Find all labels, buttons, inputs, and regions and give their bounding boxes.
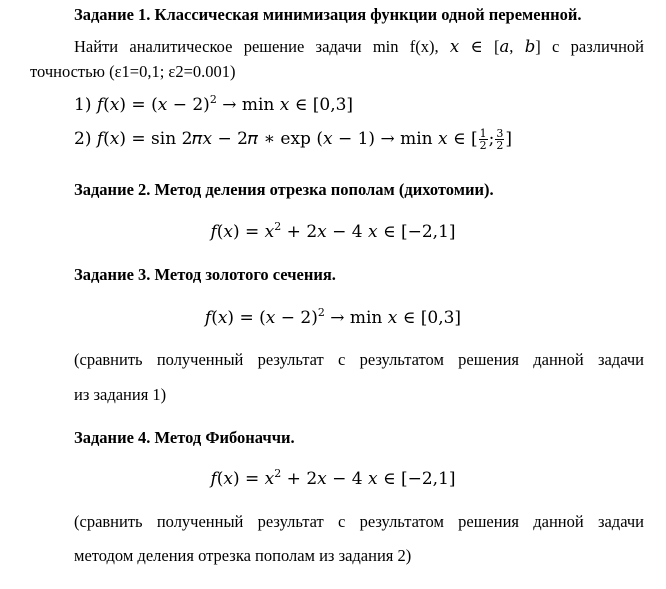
item2-close-bracket: ] [505, 129, 512, 149]
task2-formula-head: 𝑓(𝑥) = 𝑥 [210, 222, 275, 242]
task1-item2 [74, 128, 512, 151]
task1-heading: Задание 1. Классическая минимизация функции одной переменной. [74, 5, 582, 24]
item1-formula-body: (𝑥 − 2) [151, 95, 210, 115]
task3-note-line1: (сравнить полученный результат с результатом решения данной задачи [74, 350, 644, 369]
task2-formula-tail: + 2𝑥 − 4 𝑥 ∈ [−2,1] [281, 222, 456, 242]
task1-item1 [74, 95, 353, 115]
task4-heading: Задание 4. Метод Фибоначчи. [74, 428, 295, 447]
item2-number: 2) [74, 129, 92, 149]
item1-exponent: 2 [209, 93, 217, 106]
task3-heading: Задание 3. Метод золотого сечения. [74, 265, 336, 284]
task2-exponent: 2 [274, 220, 282, 233]
task3-note-line2: из задания 1) [74, 385, 167, 404]
task4-formula-tail: + 2𝑥 − 4 𝑥 ∈ [−2,1] [281, 469, 456, 489]
item1-formula-lhs: 𝑓(𝑥) = [96, 95, 152, 115]
task4-formula [0, 469, 666, 489]
frac2-numerator: 3 [496, 127, 504, 140]
fraction-one-half [479, 128, 488, 151]
task4-exponent: 2 [274, 467, 282, 480]
frac1-denominator: 2 [479, 139, 487, 152]
frac2-denominator: 2 [496, 139, 504, 152]
task2-formula [0, 222, 666, 242]
task4-note-line1: (сравнить полученный результат с результатом решения данной задачи [74, 512, 644, 531]
task2-heading: Задание 2. Метод деления отрезка пополам (дихотомии). [74, 180, 494, 199]
task4-note-line2: методом деления отрезка пополам из задания 2) [74, 546, 412, 565]
item1-formula-tail: → min 𝑥 ∈ [0,3] [216, 95, 354, 115]
frac1-numerator: 1 [479, 127, 487, 140]
task3-formula-tail: → min 𝑥 ∈ [0,3] [324, 308, 462, 328]
fraction-three-halves [495, 128, 504, 151]
item1-number: 1) [74, 95, 92, 115]
item2-separator: ; [488, 129, 495, 149]
task1-intro-line2: точностью (ε1=0,1; ε2=0.001) [30, 62, 236, 81]
task4-formula-head: 𝑓(𝑥) = 𝑥 [210, 469, 275, 489]
task3-exponent: 2 [317, 306, 325, 319]
task3-formula-head: 𝑓(𝑥) = (𝑥 − 2) [204, 308, 318, 328]
task1-intro-line1: Найти аналитическое решение задачи min f(x), 𝑥 ∈ [𝑎, 𝑏] с различной [74, 37, 644, 56]
item2-formula: 𝑓(𝑥) = sin 2𝜋𝑥 − 2𝜋 ∗ exp (𝑥 − 1) → min 𝑥 ∈ [ [96, 129, 478, 149]
task3-formula [0, 308, 666, 328]
